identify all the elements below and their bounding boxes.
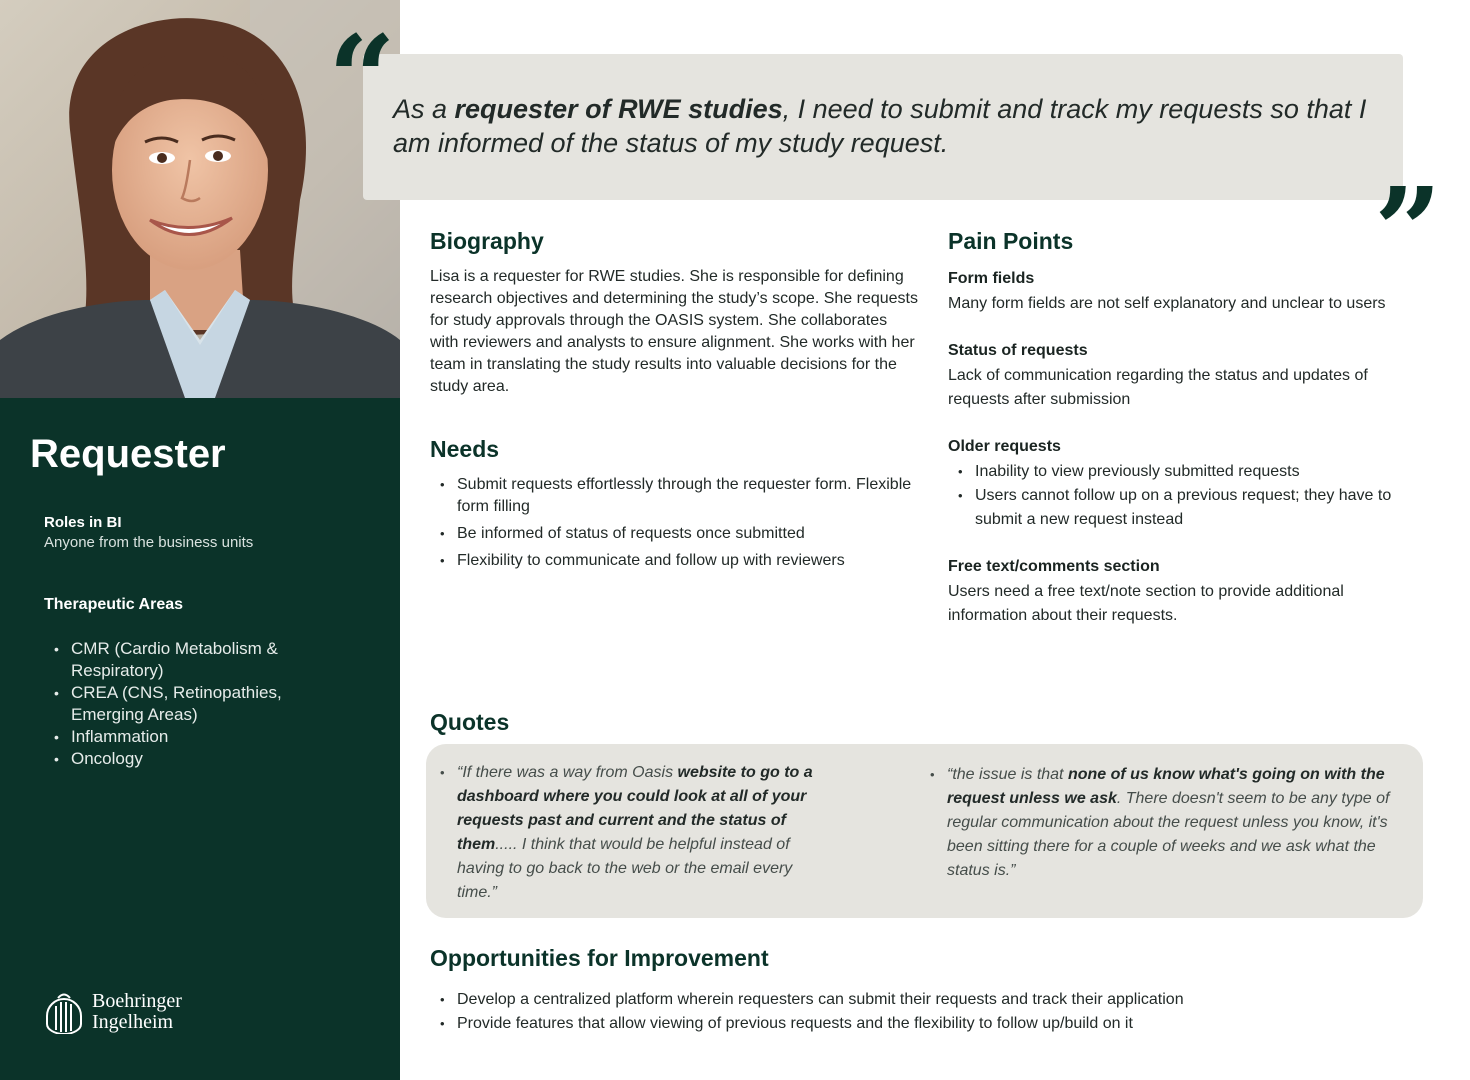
pain-older-item: • Users cannot follow up on a previous request; they have to submit a new request instead bbox=[948, 484, 1438, 532]
therapeutic-area-item: • CREA (CNS, Retinopathies, Emerging Areas) bbox=[44, 682, 344, 726]
logo-line-2: Ingelheim bbox=[92, 1011, 174, 1033]
pain-older-title: Older requests bbox=[948, 438, 1061, 455]
pain-form-fields-text: Many form fields are not self explanatory and unclear to users bbox=[948, 295, 1386, 312]
therapeutic-areas-list bbox=[44, 638, 344, 770]
quote-1: • “If there was a way from Oasis website to go to a dashboard where you could look at all of your requests past and current and the status of them..... I think that would be helpful instead of having to go back to the web or the email every time.” bbox=[440, 761, 835, 905]
user-story-banner bbox=[363, 54, 1403, 200]
therapeutic-areas-label: Therapeutic Areas bbox=[44, 596, 184, 613]
opportunities-heading: Opportunities for Improvement bbox=[430, 945, 769, 971]
open-quote-icon: “ bbox=[328, 9, 396, 148]
company-logo bbox=[44, 990, 182, 1034]
pain-free-text-title: Free text/comments section bbox=[948, 558, 1160, 575]
therapeutic-area-item: • CMR (Cardio Metabolism & Respiratory) bbox=[44, 638, 344, 682]
therapeutic-area-item: • Inflammation bbox=[44, 726, 344, 748]
needs-item: • Be informed of status of requests once submitted bbox=[430, 523, 920, 545]
user-story-text: As a requester of RWE studies, I need to submit and track my requests so that I am informed of the status of my study request. bbox=[393, 94, 1367, 158]
therapeutic-area-item: • Oncology bbox=[44, 748, 344, 770]
pain-free-text-text: Users need a free text/note section to provide additional information about their requests. bbox=[948, 583, 1344, 624]
pain-status-text: Lack of communication regarding the status and updates of requests after submission bbox=[948, 367, 1368, 408]
company-logo-icon bbox=[44, 990, 84, 1034]
roles-value: Anyone from the business units bbox=[44, 534, 254, 551]
opportunities-list bbox=[430, 988, 1430, 1036]
quote-2: • “the issue is that none of us know what's going on with the request unless we ask. There doesn't seem to be any type of regular communication about the request unless you know, it's been sitting there for a couple of weeks and we ask what the status is.” bbox=[930, 763, 1410, 883]
close-quote-icon: ” bbox=[1374, 161, 1442, 300]
opportunity-item: • Develop a centralized platform wherein requesters can submit their requests and track their application bbox=[430, 988, 1430, 1012]
persona-role-title: Requester bbox=[30, 432, 226, 476]
logo-line-1: Boehringer bbox=[92, 990, 182, 1012]
pain-older-list bbox=[948, 460, 1438, 532]
pain-older-item: • Inability to view previously submitted requests bbox=[948, 460, 1438, 484]
needs-item: • Flexibility to communicate and follow up with reviewers bbox=[430, 550, 920, 572]
needs-item: • Submit requests effortlessly through the requester form. Flexible form filling bbox=[430, 474, 920, 518]
pain-status-title: Status of requests bbox=[948, 342, 1088, 359]
roles-label: Roles in BI bbox=[44, 514, 122, 531]
biography-text: Lisa is a requester for RWE studies. She is responsible for defining research objectives and determining the study’s scope. She requests for study approvals through the OASIS system. She collaborates with reviewers and analysts to ensure alignment. She works with her team in translating the study results into valuable decisions for the study area. bbox=[430, 268, 918, 395]
needs-list bbox=[430, 474, 920, 572]
pain-points-heading: Pain Points bbox=[948, 228, 1074, 254]
biography-heading: Biography bbox=[430, 228, 544, 254]
quotes-heading: Quotes bbox=[430, 709, 510, 735]
pain-form-fields-title: Form fields bbox=[948, 270, 1035, 287]
needs-heading: Needs bbox=[430, 436, 500, 462]
opportunity-item: • Provide features that allow viewing of previous requests and the flexibility to follow up/build on it bbox=[430, 1012, 1430, 1036]
persona-sidebar bbox=[0, 0, 400, 1080]
